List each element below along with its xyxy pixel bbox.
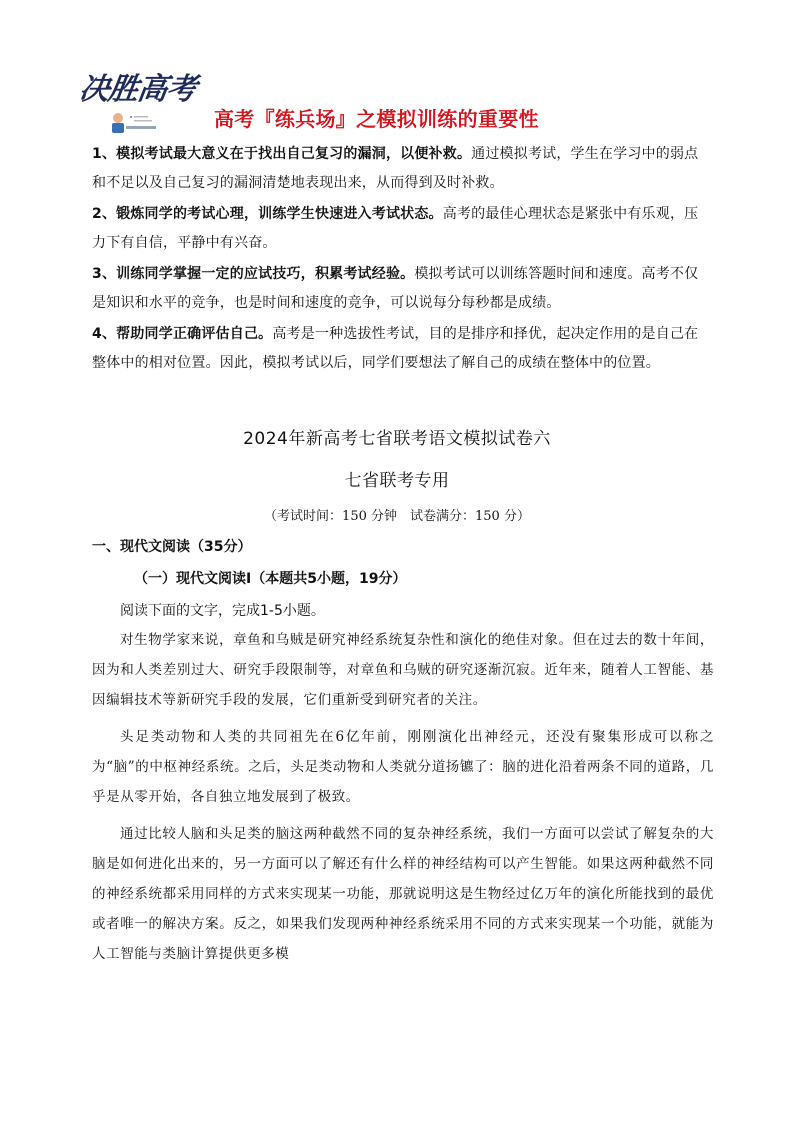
intro-item <box>92 200 712 258</box>
intro-list <box>92 140 712 380</box>
intro-item <box>92 320 712 378</box>
passage-paragraph: 通过比较人脑和头足类的脑这两种截然不同的复杂神经系统，我们一方面可以尝试了解复杂的大脑是如何进化出来的，另一方面可以了解还有什么样的神经结构可以产生智能。如果这两种截然不同的神经系统都采用同样的方式来实现某一功能，那就说明这是生物经过亿万年的演化所能找到的最优或者唯一的解决方案。反之，如果我们发现两种神经系统采用不同的方式来实现某一个功能，就能为人工智能与类脑计算提供更多模 <box>92 826 714 962</box>
reading-instruction: 阅读下面的文字，完成1-5小题。 <box>120 603 325 619</box>
banner-title: 高考『练兵场』之模拟训练的重要性 <box>214 107 539 131</box>
intro-item-text: 高考的最佳心理状态是紧张中有乐观，压力下有自信，平静中有兴奋。 <box>92 206 699 251</box>
reading-passage <box>92 625 714 976</box>
intro-item-text: 模拟考试可以训练答题时间和速度。高考不仅是知识和水平的竞争，也是时间和速度的竞争，可以说每分每秒都是成绩。 <box>92 266 699 311</box>
passage-paragraph: 头足类动物和人类的共同祖先在6亿年前，刚刚演化出神经元，还没有聚集形成可以称之为“脑”的中枢神经系统。之后，头足类动物和人类就分道扬镳了：脑的进化沿着两条不同的道路，几乎是从零开始，各自独立地发展到了极致。 <box>92 729 714 805</box>
intro-item-text: 通过模拟考试，学生在学习中的弱点和不足以及自己复习的漏洞清楚地表现出来，从而得到及时补救。 <box>92 146 699 191</box>
exam-subtitle: 七省联考专用 <box>344 471 450 491</box>
intro-item-lead: 3、训练同学掌握一定的应试技巧，积累考试经验。 <box>92 266 415 282</box>
subsection-heading: （一）现代文阅读Ⅰ（本题共5小题，19分） <box>134 571 407 587</box>
intro-item-lead: 1、模拟考试最大意义在于找出自己复习的漏洞，以便补救。 <box>92 146 472 162</box>
section-heading: 一、现代文阅读（35分） <box>92 539 252 555</box>
intro-item-text: 高考是一种选拔性考试，目的是排序和择优，起决定作用的是自己在整体中的相对位置。因此，模拟考试以后，同学们要想法了解自己的成绩在整体中的位置。 <box>92 326 699 371</box>
intro-item-lead: 4、帮助同学正确评估自己。 <box>92 326 273 342</box>
exam-title: 2024年新高考七省联考语文模拟试卷六 <box>243 429 551 449</box>
logo-text: 决胜高考 <box>77 72 198 107</box>
passage-paragraph: 对生物学家来说，章鱼和乌贼是研究神经系统复杂性和演化的绝佳对象。但在过去的数十年间，因为和人类差别过大、研究手段限制等，对章鱼和乌贼的研究逐渐沉寂。近年来，随着人工智能、基因编辑技术等新研究手段的发展，它们重新受到研究者的关注。 <box>92 632 714 708</box>
intro-item <box>92 140 712 198</box>
exam-meta: （考试时间：150 分钟 试卷满分：150 分） <box>264 509 530 524</box>
intro-item-lead: 2、锻炼同学的考试心理，训练学生快速进入考试状态。 <box>92 206 443 222</box>
logo <box>76 58 208 138</box>
student-illustration-icon <box>106 110 166 136</box>
intro-item <box>92 260 712 318</box>
